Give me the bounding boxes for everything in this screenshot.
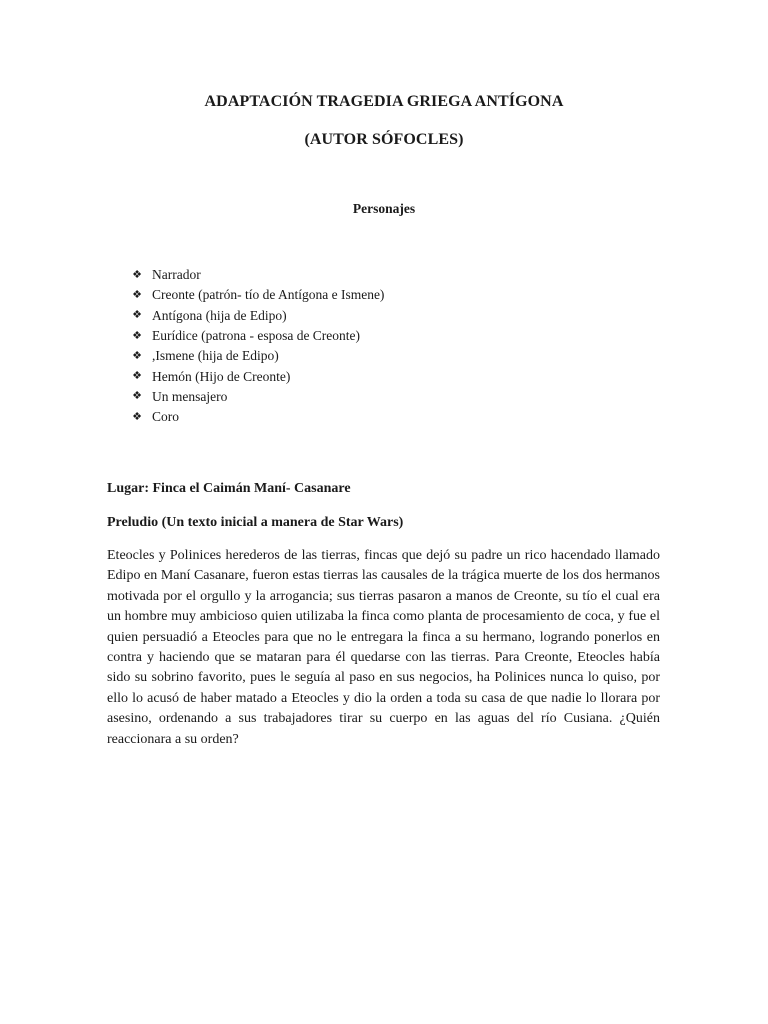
prelude-heading: Preludio (Un texto inicial a manera de Star Wars)	[107, 515, 404, 530]
character-name: Hemón (Hijo de Creonte)	[152, 368, 291, 384]
diamond-bullet-icon: ❖	[132, 410, 142, 423]
diamond-bullet-icon: ❖	[132, 370, 142, 383]
list-item	[130, 285, 384, 305]
document-subtitle: (AUTOR SÓFOCLES)	[304, 131, 464, 148]
diamond-bullet-icon: ❖	[132, 349, 142, 362]
list-item	[130, 366, 384, 386]
list-item	[130, 407, 384, 427]
diamond-bullet-icon: ❖	[132, 390, 142, 403]
character-name: Un mensajero	[152, 388, 228, 404]
diamond-bullet-icon: ❖	[132, 309, 142, 322]
character-name: Narrador	[152, 267, 201, 283]
character-name: Eurídice (patrona - esposa de Creonte)	[152, 328, 361, 344]
character-name: Coro	[152, 409, 179, 425]
diamond-bullet-icon: ❖	[132, 268, 142, 281]
character-name: ,Ismene (hija de Edipo)	[152, 348, 279, 364]
diamond-bullet-icon: ❖	[132, 329, 142, 342]
document-title: ADAPTACIÓN TRAGEDIA GRIEGA ANTÍGONA	[204, 93, 564, 110]
location-heading: Lugar: Finca el Caimán Maní- Casanare	[107, 481, 351, 496]
characters-list	[130, 265, 384, 427]
prelude-paragraph: Eteocles y Polinices herederos de las tierras, fincas que dejó su padre un rico hacendado llamado Edipo en Maní Casanare, fueron estas tierras las causales de la trágica muerte de los dos hermanos motivada por el orgullo y la arrogancia; sus tierras pasaron a manos de Creonte, su tío el cual era un hombre muy ambicioso quien utilizaba la finca como planta de procesamiento de coca, y fue el quien persuadió a Eteocles para que no le entregara la finca a su hermano, logrando ponerlos en contra y haciendo que se mataran para él quedarse con las tierras. Para Creonte, Eteocles había sido su sobrino favorito, pues le seguía al paso en sus negocios, ha Polinices nunca lo quiso, por ello lo acusó de haber matado a Eteocles y dio la orden a toda su casa de que nadie lo llorara por asesino, ordenando a sus trabajadores tirar su cuerpo en las aguas del río Cusiana. ¿Quién reaccionara a su orden?	[107, 548, 660, 747]
list-item	[130, 326, 384, 346]
list-item	[130, 346, 384, 366]
list-item	[130, 306, 384, 326]
diamond-bullet-icon: ❖	[132, 288, 142, 301]
list-item	[130, 387, 384, 407]
character-name: Creonte (patrón- tío de Antígona e Ismene)	[152, 287, 385, 303]
list-item	[130, 265, 384, 285]
characters-heading: Personajes	[352, 201, 416, 216]
character-name: Antígona (hija de Edipo)	[152, 307, 287, 323]
